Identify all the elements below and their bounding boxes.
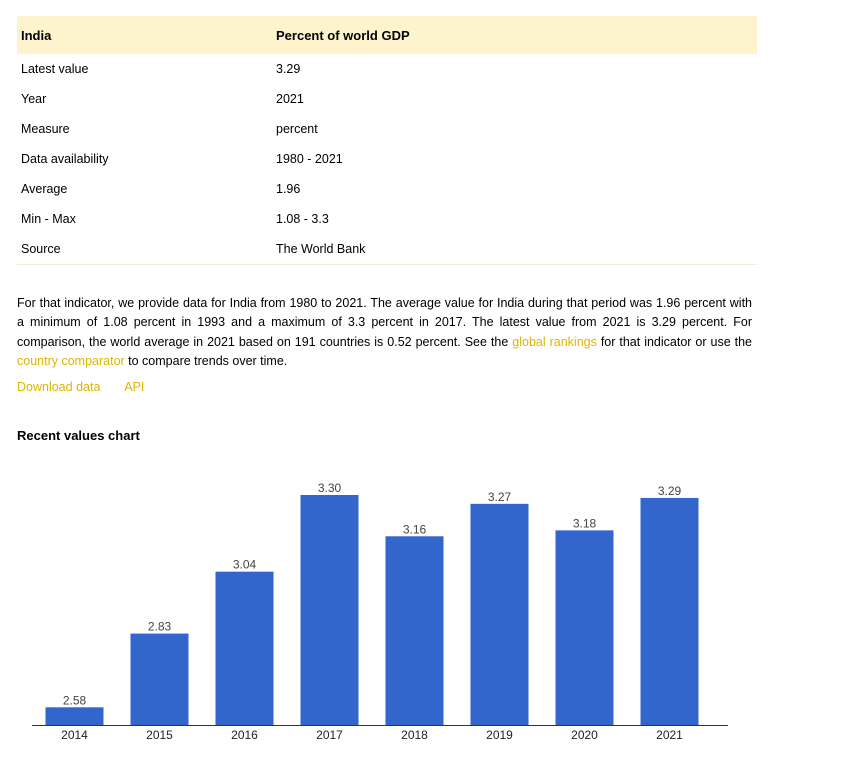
- data-label-2020: 3.18: [572, 516, 597, 531]
- x-tick-2017: 2017: [316, 728, 343, 742]
- indicator-header: Percent of world GDP: [272, 16, 757, 54]
- table-header: [17, 16, 757, 54]
- row-value: 3.29: [276, 62, 301, 76]
- table-row: [17, 204, 757, 234]
- data-label-2019: 3.27: [487, 489, 512, 504]
- row-value: 1980 - 2021: [276, 152, 343, 166]
- country-header: India: [17, 16, 272, 54]
- data-links: [17, 380, 165, 394]
- indicator-table: [17, 16, 757, 265]
- row-label: Min - Max: [21, 212, 76, 226]
- chart-title: Recent values chart: [17, 428, 140, 443]
- table-row: [17, 54, 757, 84]
- description-text: to compare trends over time.: [124, 353, 288, 368]
- row-value: 1.08 - 3.3: [276, 212, 329, 226]
- x-tick-2016: 2016: [231, 728, 258, 742]
- row-value: 1.96: [276, 182, 301, 196]
- data-label-2018: 3.16: [402, 522, 427, 537]
- data-label-2015: 2.83: [147, 619, 172, 634]
- bar-2014: [46, 707, 104, 725]
- x-tick-2020: 2020: [571, 728, 598, 742]
- row-label: Latest value: [21, 62, 89, 76]
- bar-2021: [641, 498, 699, 725]
- row-label: Source: [17, 234, 272, 265]
- global-rankings-link[interactable]: global rankings: [512, 334, 597, 349]
- bar-2020: [556, 530, 614, 725]
- table-row: [17, 174, 757, 204]
- table-row: [17, 234, 757, 265]
- data-label-2016: 3.04: [232, 557, 257, 572]
- x-tick-2014: 2014: [61, 728, 88, 742]
- bar-2016: [216, 572, 274, 725]
- row-label: Average: [21, 182, 68, 196]
- bar-2018: [386, 536, 444, 725]
- x-tick-2021: 2021: [656, 728, 683, 742]
- data-label-2014: 2.58: [62, 693, 87, 708]
- description-text: For that indicator, we provide data for India from 1980 to 2021. The average value for India during that period was 1.96 percent with a minimum of 1.08 percent in 1993 and a maximum of 3.3 percent in 2017. The latest value from 2021 is 3.29 percent. For comparison, the world average in 2021 based on 191 countries is 0.52 percent. See the: [17, 296, 752, 349]
- description-text: for that indicator or use the: [596, 334, 753, 349]
- row-value: 2021: [276, 92, 304, 106]
- row-label: Measure: [21, 122, 70, 136]
- row-value: percent: [276, 122, 318, 136]
- table-row: [17, 144, 757, 174]
- bar-2015: [131, 634, 189, 725]
- x-tick-2015: 2015: [146, 728, 173, 742]
- data-label-2021: 3.29: [657, 483, 682, 498]
- download-data-link[interactable]: Download data: [17, 380, 101, 394]
- row-value: The World Bank: [272, 234, 757, 265]
- row-label: Data availability: [21, 152, 109, 166]
- indicator-description: [17, 294, 752, 371]
- api-link[interactable]: API: [124, 380, 145, 394]
- country-comparator-link[interactable]: country comparator: [17, 353, 125, 368]
- bar-2019: [471, 504, 529, 725]
- bar-chart: [0, 470, 760, 750]
- x-tick-2019: 2019: [486, 728, 513, 742]
- table-row: [17, 84, 757, 114]
- table-row: [17, 114, 757, 144]
- data-label-2017: 3.30: [317, 481, 342, 495]
- x-tick-2018: 2018: [401, 728, 428, 742]
- bar-2017: [301, 495, 359, 725]
- row-label: Year: [21, 92, 47, 106]
